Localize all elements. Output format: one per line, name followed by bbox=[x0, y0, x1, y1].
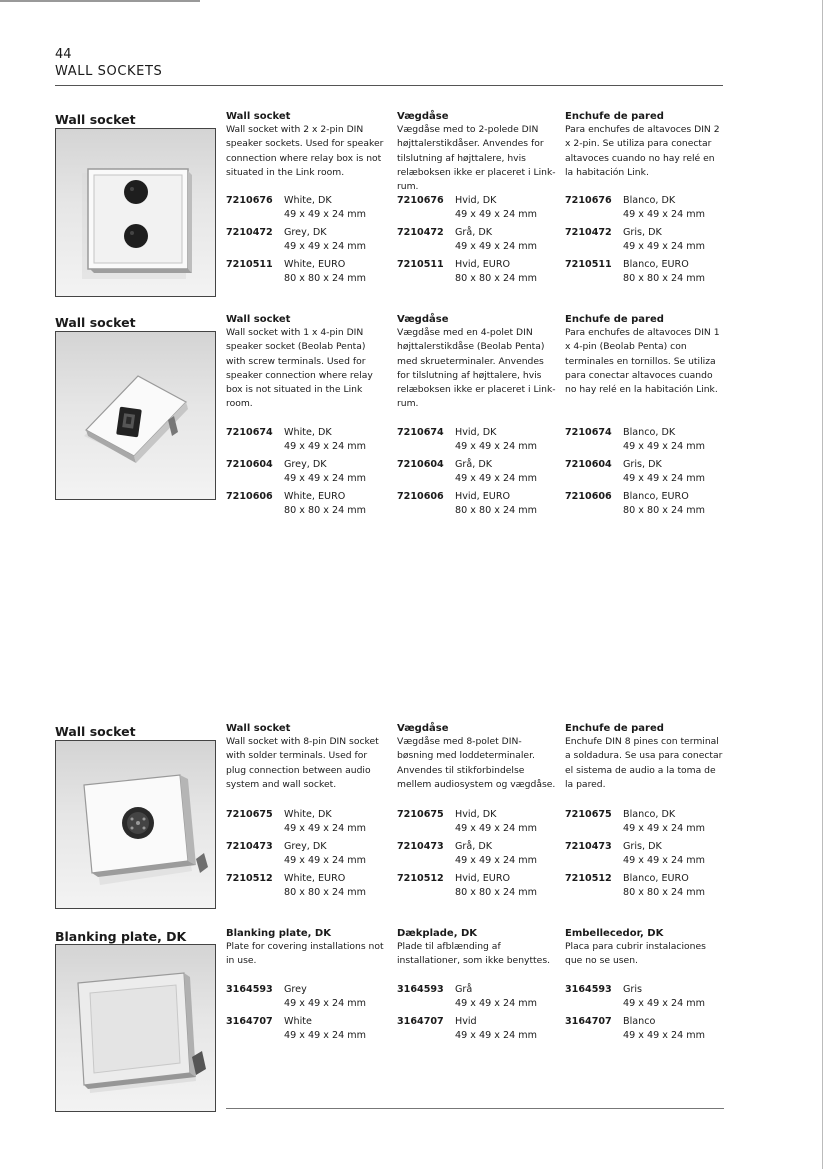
column-spanish bbox=[565, 722, 725, 898]
item-name: Gris, DK bbox=[623, 459, 662, 470]
item-code: 7210675 bbox=[565, 809, 612, 820]
item-name: White bbox=[284, 1016, 312, 1027]
item-name: Grey bbox=[284, 984, 307, 995]
item-name: White, DK bbox=[284, 195, 332, 206]
item-code: 7210676 bbox=[397, 195, 444, 206]
item-name: Blanco, EURO bbox=[623, 259, 689, 270]
column-description: Para enchufes de altavoces DIN 1 x 4-pin (Beolab Penta) con terminales en tornillos. Se utiliza para conectar altavoces cuando no hay relé en la habitación Link. bbox=[565, 327, 720, 396]
column-description: Wall socket with 1 x 4-pin DIN speaker socket (Beolab Penta) with screw terminals. Used for speaker connection where relay box is not situated in the Link room. bbox=[226, 327, 373, 410]
item-name: Grey, DK bbox=[284, 459, 327, 470]
item-name: White, EURO bbox=[284, 259, 346, 270]
column-spanish bbox=[565, 313, 725, 516]
column-english bbox=[226, 313, 386, 516]
column-heading: Enchufe de pared bbox=[565, 723, 664, 734]
item-name: Grå, DK bbox=[455, 459, 493, 470]
item-name: Hvid, EURO bbox=[455, 491, 511, 502]
column-heading: Vægdåse bbox=[397, 314, 449, 325]
item-name: Blanco bbox=[623, 1016, 656, 1027]
item-code: 7210511 bbox=[565, 259, 612, 270]
column-description: Para enchufes de altavoces DIN 2 x 2-pin. Se utiliza para conectar altavoces cuando no hay relé en la habitación Link. bbox=[565, 124, 720, 178]
section-title: Wall socket bbox=[55, 724, 136, 739]
column-description: Plade til afblænding af installationer, som ikke benyttes. bbox=[397, 941, 551, 967]
column-description: Vægdåse med en 4-polet DIN højttalerstikdåse (Beolab Penta) med skrueterminaler. Anvendes for tilslutning af højttalere, hvis relæboksen ikke er placeret i Link-rum. bbox=[397, 327, 556, 410]
section-title: Wall socket bbox=[55, 315, 136, 330]
page-title: WALL SOCKETS bbox=[55, 64, 163, 79]
item-name: Hvid, DK bbox=[455, 427, 497, 438]
item-code: 3164593 bbox=[397, 984, 444, 995]
item-dimensions: 49 x 49 x 24 mm bbox=[623, 473, 705, 484]
column-spanish bbox=[565, 110, 725, 284]
product-photo-wall-socket-4pin bbox=[55, 331, 216, 500]
item-code: 7210512 bbox=[397, 873, 444, 884]
item-dimensions: 49 x 49 x 24 mm bbox=[623, 441, 705, 452]
item-code: 7210606 bbox=[565, 491, 612, 502]
item-code: 3164707 bbox=[226, 1016, 273, 1027]
footer-rule bbox=[226, 1108, 724, 1109]
wall-socket-8pin-image bbox=[56, 741, 215, 908]
column-heading: Dækplade, DK bbox=[397, 928, 478, 939]
column-english bbox=[226, 722, 386, 898]
item-name: Blanco, EURO bbox=[623, 491, 689, 502]
item-code: 3164593 bbox=[226, 984, 273, 995]
column-danish bbox=[397, 722, 557, 898]
item-name: Grey, DK bbox=[284, 841, 327, 852]
item-code: 7210472 bbox=[565, 227, 612, 238]
header-rule bbox=[55, 85, 723, 86]
item-name: Hvid, EURO bbox=[455, 259, 511, 270]
item-dimensions: 49 x 49 x 24 mm bbox=[284, 441, 366, 452]
item-dimensions: 49 x 49 x 24 mm bbox=[455, 998, 537, 1009]
product-photo-wall-socket-2x2 bbox=[55, 128, 216, 297]
item-code: 7210676 bbox=[226, 195, 273, 206]
item-code: 7210511 bbox=[397, 259, 444, 270]
item-name: White, DK bbox=[284, 427, 332, 438]
item-dimensions: 49 x 49 x 24 mm bbox=[623, 823, 705, 834]
item-name: White, DK bbox=[284, 809, 332, 820]
item-dimensions: 49 x 49 x 24 mm bbox=[284, 209, 366, 220]
column-description: Vægdåse med 8-polet DIN-bøsning med loddeterminaler. Anvendes til stikforbindelse mellem audiosystem og vægdåse. bbox=[397, 736, 556, 790]
item-name: Blanco, DK bbox=[623, 195, 676, 206]
item-name: White, EURO bbox=[284, 873, 346, 884]
item-dimensions: 49 x 49 x 24 mm bbox=[455, 441, 537, 452]
item-code: 7210674 bbox=[565, 427, 612, 438]
product-photo-blanking-plate bbox=[55, 944, 216, 1112]
column-spanish bbox=[565, 927, 725, 1041]
column-english bbox=[226, 927, 386, 1041]
item-dimensions: 80 x 80 x 24 mm bbox=[623, 887, 705, 898]
item-dimensions: 80 x 80 x 24 mm bbox=[455, 273, 537, 284]
item-code: 7210604 bbox=[397, 459, 444, 470]
column-heading: Vægdåse bbox=[397, 723, 449, 734]
wall-socket-2x2-image bbox=[56, 129, 215, 296]
item-dimensions: 49 x 49 x 24 mm bbox=[455, 823, 537, 834]
column-description: Enchufe DIN 8 pines con terminal a soldadura. Se usa para conectar el sistema de audio a la toma de la pared. bbox=[565, 736, 723, 790]
column-heading: Embellecedor, DK bbox=[565, 928, 664, 939]
item-dimensions: 49 x 49 x 24 mm bbox=[455, 1030, 537, 1041]
item-name: Hvid bbox=[455, 1016, 477, 1027]
item-dimensions: 80 x 80 x 24 mm bbox=[623, 273, 705, 284]
item-dimensions: 80 x 80 x 24 mm bbox=[623, 505, 705, 516]
scan-edge-line bbox=[822, 0, 823, 1169]
item-code: 7210674 bbox=[226, 427, 273, 438]
item-code: 7210676 bbox=[565, 195, 612, 206]
column-heading: Wall socket bbox=[226, 723, 291, 734]
item-code: 7210473 bbox=[226, 841, 273, 852]
column-heading: Enchufe de pared bbox=[565, 111, 664, 122]
item-code: 7210674 bbox=[397, 427, 444, 438]
item-dimensions: 49 x 49 x 24 mm bbox=[284, 855, 366, 866]
item-name: Grå, DK bbox=[455, 227, 493, 238]
item-dimensions: 80 x 80 x 24 mm bbox=[455, 505, 537, 516]
item-dimensions: 80 x 80 x 24 mm bbox=[284, 273, 366, 284]
item-code: 7210512 bbox=[226, 873, 273, 884]
item-dimensions: 49 x 49 x 24 mm bbox=[455, 473, 537, 484]
item-dimensions: 49 x 49 x 24 mm bbox=[455, 241, 537, 252]
section-title: Blanking plate, DK bbox=[55, 929, 187, 944]
item-dimensions: 49 x 49 x 24 mm bbox=[623, 241, 705, 252]
item-name: Gris, DK bbox=[623, 227, 662, 238]
item-code: 7210472 bbox=[226, 227, 273, 238]
item-code: 7210512 bbox=[565, 873, 612, 884]
item-dimensions: 80 x 80 x 24 mm bbox=[284, 887, 366, 898]
column-heading: Wall socket bbox=[226, 314, 291, 325]
item-name: Hvid, DK bbox=[455, 809, 497, 820]
item-code: 7210604 bbox=[565, 459, 612, 470]
column-description: Vægdåse med to 2-polede DIN højttalerstikdåser. Anvendes for tilslutning af højttalere, hvis relæboksen ikke er placeret i Link-rum. bbox=[397, 124, 556, 193]
column-heading: Enchufe de pared bbox=[565, 314, 664, 325]
section-title: Wall socket bbox=[55, 112, 136, 127]
item-dimensions: 49 x 49 x 24 mm bbox=[623, 855, 705, 866]
item-name: Blanco, DK bbox=[623, 809, 676, 820]
item-name: Blanco, DK bbox=[623, 427, 676, 438]
column-danish bbox=[397, 110, 557, 284]
item-dimensions: 49 x 49 x 24 mm bbox=[284, 241, 366, 252]
column-description: Plate for covering installations not in use. bbox=[226, 941, 384, 967]
column-danish bbox=[397, 313, 557, 516]
item-dimensions: 49 x 49 x 24 mm bbox=[623, 998, 705, 1009]
item-code: 7210675 bbox=[226, 809, 273, 820]
wall-socket-4pin-image bbox=[56, 332, 215, 499]
item-name: Grå bbox=[455, 984, 473, 995]
column-heading: Wall socket bbox=[226, 111, 291, 122]
item-code: 7210604 bbox=[226, 459, 273, 470]
item-name: Gris, DK bbox=[623, 841, 662, 852]
item-code: 7210473 bbox=[397, 841, 444, 852]
item-dimensions: 49 x 49 x 24 mm bbox=[284, 998, 366, 1009]
item-dimensions: 80 x 80 x 24 mm bbox=[284, 505, 366, 516]
column-danish bbox=[397, 927, 557, 1041]
column-description: Placa para cubrir instalaciones que no se usen. bbox=[565, 941, 706, 967]
item-code: 7210511 bbox=[226, 259, 273, 270]
item-code: 7210473 bbox=[565, 841, 612, 852]
item-name: Grey, DK bbox=[284, 227, 327, 238]
item-dimensions: 80 x 80 x 24 mm bbox=[455, 887, 537, 898]
item-name: Gris bbox=[623, 984, 643, 995]
item-name: Blanco, EURO bbox=[623, 873, 689, 884]
column-english bbox=[226, 110, 386, 284]
item-code: 3164593 bbox=[565, 984, 612, 995]
scan-edge-mark bbox=[0, 0, 200, 2]
item-dimensions: 49 x 49 x 24 mm bbox=[284, 1030, 366, 1041]
item-code: 7210606 bbox=[226, 491, 273, 502]
item-dimensions: 49 x 49 x 24 mm bbox=[455, 855, 537, 866]
product-photo-wall-socket-8pin bbox=[55, 740, 216, 909]
item-dimensions: 49 x 49 x 24 mm bbox=[623, 209, 705, 220]
item-code: 3164707 bbox=[565, 1016, 612, 1027]
column-heading: Vægdåse bbox=[397, 111, 449, 122]
item-name: Hvid, EURO bbox=[455, 873, 511, 884]
item-dimensions: 49 x 49 x 24 mm bbox=[284, 823, 366, 834]
item-dimensions: 49 x 49 x 24 mm bbox=[623, 1030, 705, 1041]
item-code: 7210606 bbox=[397, 491, 444, 502]
item-code: 7210472 bbox=[397, 227, 444, 238]
item-name: White, EURO bbox=[284, 491, 346, 502]
item-name: Hvid, DK bbox=[455, 195, 497, 206]
page-number: 44 bbox=[55, 47, 72, 62]
item-dimensions: 49 x 49 x 24 mm bbox=[284, 473, 366, 484]
blanking-plate-image bbox=[56, 945, 215, 1111]
column-description: Wall socket with 2 x 2-pin DIN speaker sockets. Used for speaker connection where relay box is not situated in the Link room. bbox=[226, 124, 384, 178]
item-code: 3164707 bbox=[397, 1016, 444, 1027]
column-description: Wall socket with 8-pin DIN socket with solder terminals. Used for plug connection between audio system and wall socket. bbox=[226, 736, 379, 790]
item-name: Grå, DK bbox=[455, 841, 493, 852]
item-code: 7210675 bbox=[397, 809, 444, 820]
column-heading: Blanking plate, DK bbox=[226, 928, 331, 939]
item-dimensions: 49 x 49 x 24 mm bbox=[455, 209, 537, 220]
